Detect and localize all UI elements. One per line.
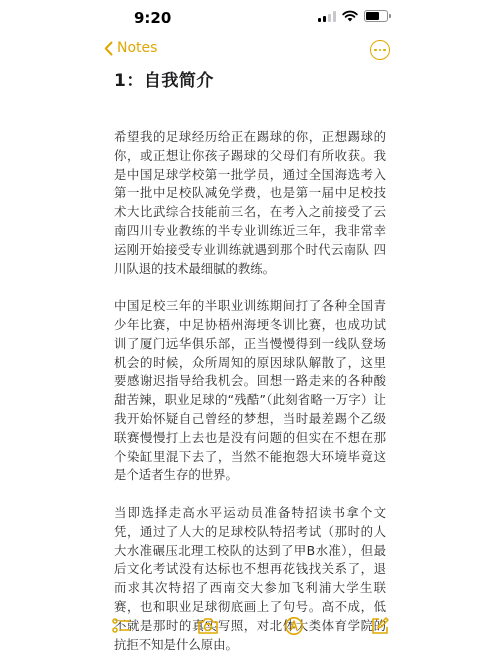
checklist-button[interactable] [110,614,134,638]
camera-button[interactable] [196,614,220,638]
markup-icon [284,616,304,636]
wifi-icon [342,10,358,22]
checklist-icon [112,617,132,635]
battery-icon [364,10,388,22]
back-button-label: Notes [117,40,158,56]
note-body[interactable] [114,128,386,667]
note-title: 1：自我简介 [114,71,214,91]
note-paragraph: 希望我的足球经历给正在踢球的你，正想踢球的你，或正想让你孩子踢球的父母们有所收获。我是中国足球学校第一批学员，通过全国海选考入第一批中足校队减免学费，也是第一届中足校技术大比武综合技能前三名，在考入之前接受了云南四川专业教练的半专业训练近三年，我非常幸运刚开始接受专业训练就遇到那个时代云南队 四川队退的技术最细腻的教练。 [114,129,386,276]
status-icons [318,10,388,22]
compose-button[interactable] [368,614,392,638]
ellipsis-icon [374,49,377,52]
more-options-button[interactable] [370,40,390,60]
cellular-signal-icon [318,11,336,22]
status-time: 9:20 [134,9,172,27]
compose-icon [370,616,390,636]
markup-button[interactable] [282,614,306,638]
camera-icon [197,617,219,635]
note-paragraph: 中国足校三年的半职业训练期间打了各种全国青少年比赛，中足协梧州海埂冬训比赛，也成功试训了厦门远华俱乐部，正当慢慢得到一线队登场机会的时候，众所周知的原因球队解散了，这里要感谢迟指导给我机会。回想一路走来的各种酸甜苦辣，职业足球的“残酷”（此刻省略一万字）让我开始怀疑自己曾经的梦想，当时最差踢个乙级联赛慢慢打上去也是没有问题的但实在不想在那个染缸里混下去了，当然不能抱怨大环境毕竟这是个适者生存的世界。 [114,298,386,483]
note-paragraph: 当即选择走高水平运动员准备特招读书拿个文凭，通过了人大的足球校队特招考试（那时的人大水准碾压北理工校队的达到了甲B水准），但最后文化考试没有达标也不想再花钱找关系了，退而求其次特招了西南交大参加飞利浦大学生联赛，也和职业足球彻底画上了句号。高不成，低不就是那时的真实写照，对北体大类体育学院的抗拒不知是什么原由。 [114,504,386,652]
chevron-left-icon [104,41,113,56]
battery-level [366,12,379,20]
nav-bar [0,36,500,64]
bottom-toolbar [0,614,500,642]
status-bar [0,0,500,36]
back-button[interactable] [104,40,157,56]
